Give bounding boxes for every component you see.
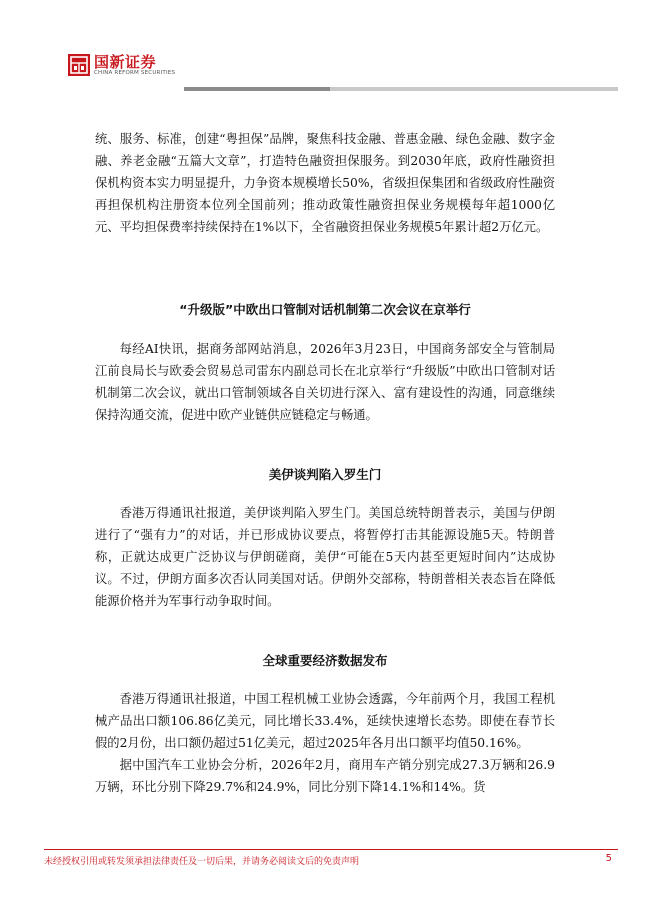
section-guarantee bbox=[95, 128, 555, 275]
section-title: 全球重要经济数据发布 bbox=[262, 653, 388, 668]
brand-name-en: CHINA REFORM SECURITIES bbox=[94, 69, 176, 76]
brand-logo bbox=[68, 52, 175, 78]
section-economic-data bbox=[95, 651, 555, 798]
page-header bbox=[0, 0, 662, 100]
paragraph: 香港万得通讯社报道，美伊谈判陷入罗生门。美国总统特朗普表示，美国与伊朗进行了“强有力”的对话，并已形成协议要点，将暂停打击其能源设施5天。特朗普称，正就达成更广泛协议与伊朗磋商，美伊“可能在5天内甚至更短时间内”达成协议。不过，伊朗方面多次否认同美国对话。伊朗外交部称，特朗普相关表态旨在降低能源价格并为军事行动争取时间。 bbox=[95, 506, 555, 608]
header-divider-light bbox=[330, 87, 618, 91]
section-export-control bbox=[95, 300, 555, 426]
section-title: “升级版”中欧出口管制对话机制第二次会议在京举行 bbox=[179, 302, 471, 317]
document-body bbox=[95, 128, 555, 798]
section-us-iran bbox=[95, 465, 555, 612]
brand-name-cn: 国新证券 bbox=[94, 52, 157, 71]
paragraph: 香港万得通讯社报道，中国工程机械工业协会透露，今年前两个月，我国工程机械产品出口额106.86亿美元，同比增长33.4%，延续快速增长态势。即使在春节长假的2月份，出口额仍超过51亿美元，超过2025年各月出口额平均值50.16%。 bbox=[95, 692, 555, 750]
paragraph: 统、服务、标准，创建“粤担保”品牌，聚焦科技金融、普惠金融、绿色金融、数字金融、养老金融“五篇大文章”，打造特色融资担保服务。到2030年底，政府性融资担保机构资本实力明显提升，力争资本规模增长50%，省级担保集团和省级政府性融资再担保机构注册资本位列全国前列；推动政策性融资担保业务规模每年超1000亿元、平均担保费率持续保持在1%以下，全省融资担保业务规模5年累计超2万亿元。 bbox=[95, 132, 555, 234]
footer-divider bbox=[44, 849, 618, 850]
section-title: 美伊谈判陷入罗生门 bbox=[268, 467, 382, 482]
logo-emblem-icon bbox=[68, 54, 90, 76]
footer-disclaimer: 未经授权引用或转发须承担法律责任及一切后果，并请务必阅读文后的免责声明 bbox=[44, 857, 360, 867]
paragraph: 据中国汽车工业协会分析，2026年2月，商用车产销分别完成27.3万辆和26.9万辆，环比分别下降29.7%和24.9%，同比分别下降14.1%和14%。货 bbox=[95, 758, 555, 794]
page-number: 5 bbox=[605, 853, 612, 864]
paragraph: 每经AI快讯，据商务部网站消息，2026年3月23日，中国商务部安全与管制局江前良局长与欧委会贸易总司雷东内副总司长在北京举行“升级版”中欧出口管制对话机制第二次会议，就出口管制领域各自关切进行深入、富有建设性的沟通，同意继续保持沟通交流，促进中欧产业链供应链稳定与畅通。 bbox=[95, 342, 555, 422]
header-divider-dark bbox=[184, 87, 330, 91]
